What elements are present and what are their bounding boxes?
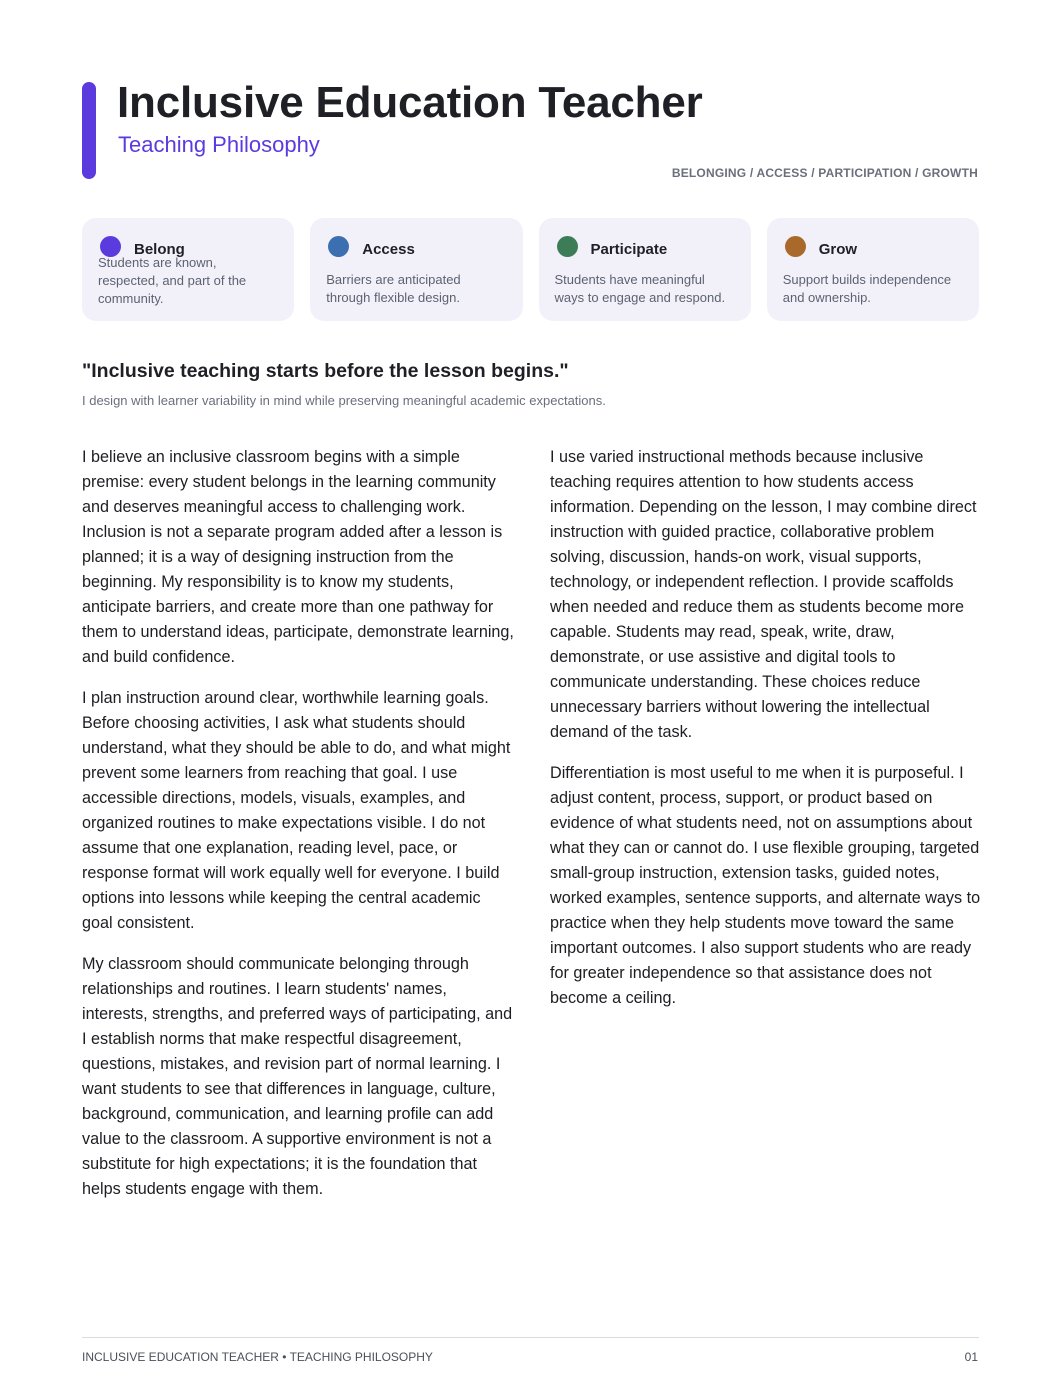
- card-belong: [82, 218, 294, 321]
- card-text: Students are known, respected, and part of the community.: [98, 255, 247, 306]
- tagline: BELONGING / ACCESS / PARTICIPATION / GROWTH: [671, 166, 978, 180]
- card-title: Access: [362, 241, 415, 258]
- card-grow: [767, 218, 979, 321]
- card-access: [310, 218, 522, 321]
- card-text: Barriers are anticipated through flexible design.: [326, 272, 461, 305]
- card-text: Students have meaningful ways to engage and respond.: [554, 272, 726, 305]
- body-column-right: [550, 445, 982, 1027]
- card-title: Belong: [134, 241, 185, 258]
- value-cards: [82, 218, 979, 321]
- participate-dot-icon: [557, 236, 578, 257]
- accent-bar: [82, 82, 96, 179]
- card-participate: [539, 218, 751, 321]
- access-dot-icon: [328, 236, 349, 257]
- page-subtitle: Teaching Philosophy: [118, 132, 320, 157]
- footer-text: INCLUSIVE EDUCATION TEACHER • TEACHING PHILOSOPHY: [82, 1350, 433, 1364]
- card-title: Grow: [818, 241, 858, 258]
- paragraph: Differentiation is most useful to me when it is purposeful. I adjust content, process, support, or product based on evidence of what students need, not on assumptions about what they can or cannot do. I use flexible grouping, targeted small-group instruction, extension tasks, guided notes, worked examples, sentence supports, and alternate ways to practice when they help students move toward the same important outcomes. I also support students who are ready for greater independence so that assistance does not become a ceiling.: [550, 764, 981, 1007]
- paragraph: My classroom should communicate belonging through relationships and routines. I learn students' names, interests, strengths, and preferred ways of participating, and I establish norms that make respectful disagreement, questions, mistakes, and revision part of normal learning. I want students to see that differences in language, culture, background, communication, and learning profile can add value to the classroom. A supportive environment is not a substitute for high expectations; it is the foundation that helps students engage with them.: [82, 955, 513, 1198]
- pull-quote-subtext: I design with learner variability in mind while preserving meaningful academic expectations.: [82, 393, 606, 408]
- grow-dot-icon: [785, 236, 806, 257]
- page-title: Inclusive Education Teacher: [117, 78, 703, 127]
- page-number: 01: [964, 1350, 978, 1364]
- paragraph: I plan instruction around clear, worthwhile learning goals. Before choosing activities, I ask what students should understand, what they should be able to do, and what might prevent some learners from reaching that goal. I use accessible directions, models, visuals, examples, and organized routines to make expectations visible. I do not assume that one explanation, reading level, pace, or response format will work equally well for everyone. I build options into lessons while keeping the central academic goal consistent.: [82, 689, 511, 932]
- pull-quote: "Inclusive teaching starts before the lesson begins.": [82, 360, 569, 382]
- card-title: Participate: [590, 241, 668, 258]
- paragraph: I believe an inclusive classroom begins with a simple premise: every student belongs in the learning community and deserves meaningful access to challenging work. Inclusion is not a separate program added after a lesson is planned; it is a way of designing instruction from the beginning. My responsibility is to know my students, anticipate barriers, and create more than one pathway for them to understand ideas, participate, demonstrate learning, and build confidence.: [82, 448, 514, 666]
- paragraph: I use varied instructional methods because inclusive teaching requires attention to how students access information. Depending on the lesson, I may combine direct instruction with guided practice, collaborative problem solving, discussion, hands-on work, visual supports, technology, or independent reflection. I provide scaffolds when needed and reduce them as students become more capable. Students may read, speak, write, draw, demonstrate, or use assistive and digital tools to communicate understanding. These choices reduce unnecessary barriers without lowering the intellectual demand of the task.: [550, 448, 977, 741]
- body-column-left: [82, 445, 514, 1218]
- footer-divider: [82, 1337, 979, 1338]
- card-text: Support builds independence and ownership.: [782, 272, 952, 305]
